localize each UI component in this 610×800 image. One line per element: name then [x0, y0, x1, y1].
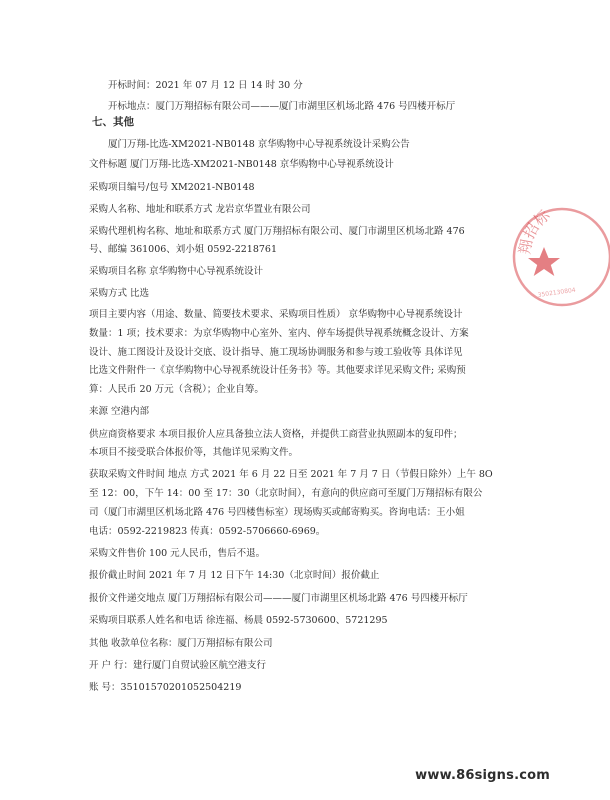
- seal-number: 3502130804: [537, 286, 577, 299]
- project-number-line: 采购项目编号/包号 XM2021-NB0148: [89, 182, 255, 193]
- project-content-line-3: 设计、施工图设计及设计交底、设计指导、施工现场协调服务和参与竣工验收等 具体详见: [89, 347, 463, 358]
- acquisition-line-3: 司（厦门市湖里区机场北路 476 号四楼售标室）现场购买或邮寄购买。咨询电话：王小姐: [89, 507, 465, 518]
- purchaser-line: 采购人名称、地址和联系方式 龙岩京华置业有限公司: [89, 204, 311, 215]
- acquisition-line-1: 获取采购文件时间 地点 方式 2021 年 6 月 22 日至 2021 年 7 月 7 日（节假日除外）上午 8O: [89, 469, 493, 480]
- seal-text: 翔招标: [515, 206, 554, 256]
- project-name-line: 采购项目名称 京华购物中心导视系统设计: [89, 266, 264, 277]
- procurement-method-line: 采购方式 比选: [89, 288, 150, 299]
- agency-line-2: 号、邮编 361006、刘小姐 0592-2218761: [89, 244, 278, 255]
- document-title-line: 文件标题 厦门万翔-比选-XM2021-NB0148 京华购物中心导视系统设计: [89, 159, 394, 170]
- website-watermark: www.86signs.com: [415, 768, 550, 783]
- bank-line: 开 户 行：建行厦门自贸试验区航空港支行: [89, 660, 267, 671]
- document-price-line: 采购文件售价 100 元人民币，售后不退。: [89, 548, 266, 559]
- bid-opening-time: 开标时间：2021 年 07 月 12 日 14 时 30 分: [108, 80, 303, 91]
- bid-opening-location: 开标地点：厦门万翔招标有限公司———厦门市湖里区机场北路 476 号四楼开标厅: [108, 101, 456, 112]
- payee-line: 其他 收款单位名称：厦门万翔招标有限公司: [89, 638, 273, 649]
- bid-submission-location-line: 报价文件递交地点 厦门万翔招标有限公司———厦门市湖里区机场北路 476 号四楼开标厅: [89, 593, 468, 604]
- bid-deadline-line: 报价截止时间 2021 年 7 月 12 日下午 14:30（北京时间）报价截止: [89, 570, 380, 581]
- contact-person-line: 采购项目联系人姓名和电话 徐连福、杨晨 0592-5730600、5721295: [89, 615, 388, 626]
- qualification-line-2: 本项目不接受联合体报价等，其他详见采购文件。: [89, 447, 299, 458]
- announcement-title: 厦门万翔-比选-XM2021-NB0148 京华购物中心导视系统设计采购公告: [108, 139, 410, 150]
- acquisition-line-4: 电话：0592-2219823 传真：0592-5706660-6969。: [89, 526, 326, 537]
- project-content-line-4: 比选文件附件一《京华购物中心导视系统设计任务书》等。其他要求详见采购文件; 采购预: [89, 365, 466, 376]
- source-line: 来源 空港内部: [89, 406, 150, 417]
- company-seal-stamp: [500, 195, 610, 315]
- project-content-line-5: 算：人民币 20 万元（含税）；企业自筹。: [89, 384, 264, 395]
- qualification-line-1: 供应商资格要求 本项目报价人应具备独立法人资格，并提供工商营业执照副本的复印件；: [89, 429, 463, 440]
- account-number-line: 账 号：35101570201052504219: [89, 682, 242, 693]
- project-content-line-1: 项目主要内容（用途、数量、简要技术要求、采购项目性质） 京华购物中心导视系统设计: [89, 309, 463, 320]
- project-content-line-2: 数量：1 项；技术要求：为京华购物中心室外、室内、停车场提供导视系统概念设计、方案: [89, 328, 469, 339]
- agency-line-1: 采购代理机构名称、地址和联系方式 厦门万翔招标有限公司、厦门市湖里区机场北路 476: [89, 226, 465, 237]
- section-heading-other: 七、其他: [92, 116, 134, 128]
- acquisition-line-2: 至 12：00，下午 14：00 至 17：30（北京时间），有意向的供应商可至厦门万翔招标有限公: [89, 488, 483, 499]
